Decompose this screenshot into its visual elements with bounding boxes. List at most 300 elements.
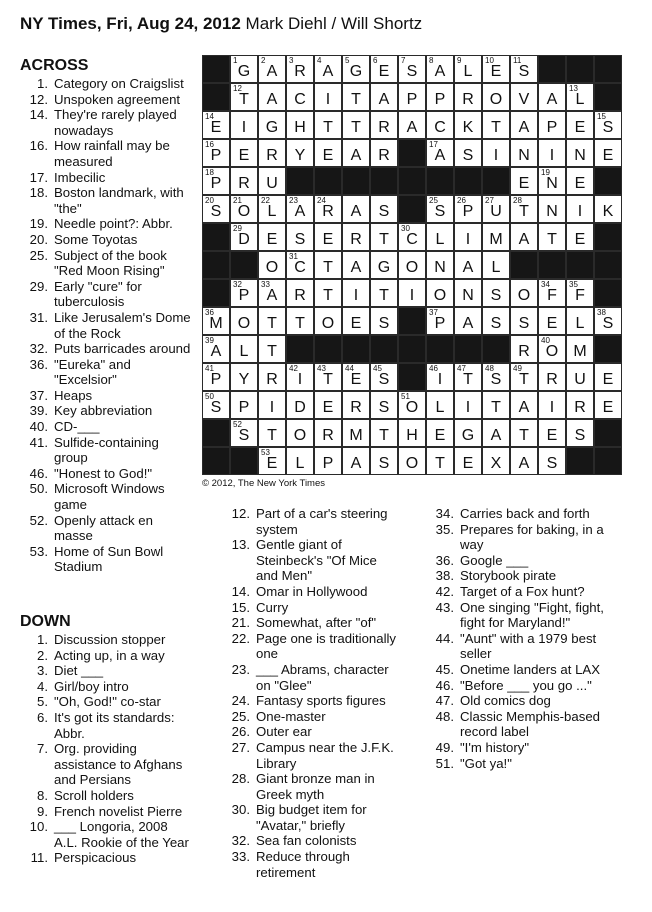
cell-letter: R (322, 427, 334, 444)
clue-item (20, 232, 192, 248)
clue-text: "I'm history" (460, 739, 530, 755)
clue-number: 4. (37, 678, 48, 694)
clue-number: 52. (29, 512, 48, 528)
cell-letter: O (293, 427, 307, 444)
clue-item (222, 724, 402, 740)
cell-letter: S (378, 203, 390, 220)
grid-cell (230, 391, 258, 419)
clue-text: Category on Craigslist (54, 76, 184, 91)
cell-letter: L (575, 315, 585, 332)
clue-text: Big budget item for "Avatar," briefly (256, 802, 367, 833)
clue-item (20, 185, 192, 216)
cell-letter: O (405, 455, 419, 472)
cell-letter: N (546, 203, 558, 220)
clue-number: 39. (29, 403, 48, 419)
clue-text: Omar in Hollywood (256, 583, 368, 599)
cell-letter: E (350, 371, 362, 388)
grid-cell (482, 447, 510, 475)
grid-block-square (594, 83, 622, 111)
clue-text: Onetime landers at LAX (460, 661, 601, 677)
down-clue-list-1 (20, 632, 192, 866)
clue-number: 41. (29, 434, 48, 450)
cell-letter: R (378, 119, 390, 136)
cell-letter: Y (294, 147, 306, 164)
grid-cell (258, 195, 286, 223)
grid-cell (230, 83, 258, 111)
clue-text: Key abbreviation (54, 403, 153, 419)
clue-text: Sea fan colonists (256, 833, 357, 849)
clue-item (20, 804, 192, 820)
grid-cell (454, 111, 482, 139)
cell-letter: I (325, 91, 331, 108)
cell-number: 46 (429, 364, 438, 373)
clue-number: 9. (37, 803, 48, 819)
grid-cell (454, 55, 482, 83)
cell-letter: A (350, 203, 362, 220)
cell-number: 2 (261, 56, 266, 65)
grid-cell (314, 363, 342, 391)
grid-block-square (230, 447, 258, 475)
cell-number: 24 (317, 196, 326, 205)
cell-letter: R (322, 203, 334, 220)
puzzle-header (20, 14, 422, 34)
clue-number: 40. (29, 419, 48, 435)
grid-block-square (594, 279, 622, 307)
cell-letter: E (574, 119, 586, 136)
grid-cell (454, 363, 482, 391)
grid-block-square (482, 167, 510, 195)
cell-letter: E (210, 119, 222, 136)
grid-cell (566, 335, 594, 363)
puzzle-authors: Mark Diehl / Will Shortz (245, 14, 423, 33)
grid-block-square (594, 167, 622, 195)
clue-item (20, 341, 192, 357)
down-heading: DOWN (20, 613, 71, 630)
clue-number: 21. (231, 615, 250, 631)
grid-cell (594, 111, 622, 139)
grid-block-square (230, 251, 258, 279)
cell-letter: I (549, 147, 555, 164)
cell-letter: D (238, 231, 250, 248)
clue-text: Imbecilic (54, 169, 106, 185)
clue-item (426, 678, 606, 694)
cell-letter: T (379, 231, 389, 248)
grid-cell (286, 279, 314, 307)
cell-letter: S (462, 147, 474, 164)
cell-number: 26 (457, 196, 466, 205)
clue-item (20, 741, 192, 788)
grid-cell (258, 167, 286, 195)
clue-text: Sulfide-containing group (54, 434, 159, 466)
clue-item (20, 513, 192, 544)
grid-cell (482, 139, 510, 167)
clue-item (222, 537, 402, 584)
grid-block-square (342, 335, 370, 363)
grid-block-square (202, 279, 230, 307)
grid-cell (482, 307, 510, 335)
grid-cell (286, 391, 314, 419)
clue-text: Part of a car's steering system (256, 506, 388, 537)
grid-block-square (202, 83, 230, 111)
clue-number: 32. (231, 833, 250, 849)
clue-number: 46. (435, 677, 454, 693)
cell-letter: E (574, 175, 586, 192)
clue-text: Carries back and forth (460, 506, 590, 521)
clue-item (222, 802, 402, 833)
grid-block-square (510, 251, 538, 279)
clue-item (222, 662, 402, 693)
clue-item (20, 481, 192, 512)
cell-letter: A (462, 259, 474, 276)
grid-cell (566, 307, 594, 335)
cell-letter: A (266, 287, 278, 304)
clue-text: ___ Abrams, character on "Glee" (256, 661, 389, 693)
cell-letter: A (434, 63, 446, 80)
cell-letter: F (547, 287, 557, 304)
clue-item (222, 849, 402, 880)
cell-letter: I (353, 287, 359, 304)
clue-text: Perspicacious (54, 850, 137, 866)
cell-letter: S (490, 371, 502, 388)
grid-cell (398, 83, 426, 111)
cell-number: 25 (429, 196, 438, 205)
clue-item (222, 693, 402, 709)
grid-block-square (538, 55, 566, 83)
clue-item (426, 631, 606, 662)
cell-letter: S (602, 119, 614, 136)
grid-cell (510, 419, 538, 447)
grid-cell (538, 363, 566, 391)
cell-number: 38 (597, 308, 606, 317)
grid-cell (370, 391, 398, 419)
cell-number: 15 (597, 112, 606, 121)
clue-item (426, 662, 606, 678)
copyright-notice: © 2012, The New York Times (202, 478, 325, 489)
cell-letter: P (434, 91, 446, 108)
clue-number: 23. (231, 661, 250, 677)
clue-number: 13. (231, 537, 250, 553)
clue-number: 14. (29, 107, 48, 123)
grid-cell (342, 195, 370, 223)
cell-letter: A (518, 231, 530, 248)
grid-block-square (594, 223, 622, 251)
clue-text: Needle point?: Abbr. (54, 216, 173, 232)
clue-text: Home of Sun Bowl Stadium (54, 543, 164, 575)
grid-cell (258, 447, 286, 475)
cell-letter: T (295, 315, 305, 332)
grid-cell (482, 111, 510, 139)
clue-item (20, 544, 192, 575)
grid-cell (314, 251, 342, 279)
clue-text: Scroll holders (54, 787, 134, 803)
down-clue-list-3 (426, 506, 606, 771)
clue-number: 19. (29, 216, 48, 232)
cell-letter: L (239, 343, 249, 360)
cell-letter: E (546, 315, 558, 332)
cell-letter: P (210, 147, 222, 164)
clue-item (20, 632, 192, 648)
clue-item (222, 740, 402, 771)
grid-cell (538, 111, 566, 139)
clue-text: "Honest to God!" (54, 465, 153, 481)
grid-cell (258, 139, 286, 167)
grid-cell (482, 195, 510, 223)
clue-number: 53. (29, 543, 48, 559)
clue-text: Giant bronze man in Greek myth (256, 771, 375, 802)
grid-cell (594, 139, 622, 167)
grid-cell (510, 111, 538, 139)
grid-cell (230, 279, 258, 307)
clue-number: 31. (29, 309, 48, 325)
clue-text: Unspoken agreement (54, 91, 181, 107)
cell-letter: R (266, 147, 278, 164)
clue-number: 3. (37, 663, 48, 679)
grid-cell (510, 363, 538, 391)
grid-block-square (286, 167, 314, 195)
clue-text: "Before ___ you go ..." (460, 677, 592, 693)
cell-letter: O (489, 91, 503, 108)
cell-letter: L (463, 63, 473, 80)
clue-text: One-master (256, 708, 326, 724)
cell-letter: M (209, 315, 223, 332)
clue-text: Microsoft Windows game (54, 481, 165, 513)
clue-number: 5. (37, 694, 48, 710)
grid-cell (202, 139, 230, 167)
grid-cell (426, 195, 454, 223)
cell-number: 1 (233, 56, 238, 65)
clue-text: Prepares for baking, in a way (460, 521, 604, 553)
cell-letter: R (546, 371, 558, 388)
cell-letter: A (210, 343, 222, 360)
grid-cell (454, 83, 482, 111)
grid-cell (202, 167, 230, 195)
clue-item (426, 553, 606, 569)
cell-letter: X (490, 455, 502, 472)
grid-cell (370, 55, 398, 83)
cell-letter: T (379, 427, 389, 444)
grid-block-square (594, 251, 622, 279)
grid-cell (426, 111, 454, 139)
clue-number: 33. (231, 849, 250, 865)
grid-cell (538, 223, 566, 251)
cell-letter: E (518, 175, 530, 192)
clue-number: 6. (37, 709, 48, 725)
grid-cell (342, 251, 370, 279)
cell-letter: U (574, 371, 586, 388)
cell-number: 47 (457, 364, 466, 373)
grid-cell (286, 307, 314, 335)
grid-block-square (594, 55, 622, 83)
cell-letter: N (574, 147, 586, 164)
grid-cell (426, 223, 454, 251)
cell-number: 8 (429, 56, 434, 65)
clue-text: Girl/boy intro (54, 678, 129, 694)
grid-cell (286, 195, 314, 223)
cell-letter: A (490, 427, 502, 444)
cell-letter: A (266, 91, 278, 108)
grid-cell (566, 111, 594, 139)
grid-cell (482, 251, 510, 279)
cell-letter: T (379, 287, 389, 304)
grid-cell (538, 447, 566, 475)
grid-cell (314, 391, 342, 419)
grid-cell (286, 55, 314, 83)
cell-letter: L (435, 231, 445, 248)
grid-cell (258, 363, 286, 391)
clue-number: 17. (29, 169, 48, 185)
clue-item (20, 310, 192, 341)
cell-letter: T (351, 91, 361, 108)
grid-cell (426, 363, 454, 391)
cell-letter: I (465, 399, 471, 416)
clue-item (426, 506, 606, 522)
grid-cell (230, 167, 258, 195)
cell-number: 27 (485, 196, 494, 205)
clue-item (222, 615, 402, 631)
grid-cell (314, 223, 342, 251)
grid-cell (398, 251, 426, 279)
cell-letter: T (267, 427, 277, 444)
clue-text: Openly attack en masse (54, 512, 153, 544)
grid-cell (230, 419, 258, 447)
grid-cell (566, 223, 594, 251)
grid-cell (258, 111, 286, 139)
cell-letter: L (575, 91, 585, 108)
cell-letter: T (519, 371, 529, 388)
cell-letter: T (519, 203, 529, 220)
grid-cell (566, 167, 594, 195)
clue-number: 42. (435, 583, 454, 599)
grid-block-square (454, 335, 482, 363)
grid-cell (230, 111, 258, 139)
grid-cell (594, 307, 622, 335)
cell-number: 6 (373, 56, 378, 65)
clue-number: 18. (29, 185, 48, 201)
cell-letter: P (210, 175, 222, 192)
cell-number: 35 (569, 280, 578, 289)
clue-number: 22. (231, 630, 250, 646)
clue-number: 8. (37, 787, 48, 803)
cell-number: 10 (485, 56, 494, 65)
grid-cell (454, 391, 482, 419)
cell-letter: R (266, 371, 278, 388)
clue-number: 38. (435, 568, 454, 584)
cell-letter: L (435, 399, 445, 416)
grid-cell (510, 139, 538, 167)
cell-letter: A (322, 63, 334, 80)
grid-cell (566, 391, 594, 419)
grid-cell (258, 335, 286, 363)
cell-letter: E (574, 231, 586, 248)
cell-number: 23 (289, 196, 298, 205)
clue-number: 15. (231, 599, 250, 615)
cell-letter: T (323, 259, 333, 276)
grid-cell (314, 419, 342, 447)
grid-cell (314, 307, 342, 335)
across-heading: ACROSS (20, 57, 89, 74)
cell-number: 21 (233, 196, 242, 205)
grid-cell (258, 279, 286, 307)
cell-letter: T (491, 399, 501, 416)
clue-text: Org. providing assistance to Afghans and Persians (54, 741, 183, 788)
cell-letter: T (351, 119, 361, 136)
clue-text: Early "cure" for tuberculosis (54, 278, 142, 310)
grid-cell (286, 223, 314, 251)
grid-cell (398, 111, 426, 139)
grid-cell (510, 223, 538, 251)
cell-letter: V (518, 91, 530, 108)
clue-item (426, 709, 606, 740)
cell-letter: C (434, 119, 446, 136)
grid-cell (454, 251, 482, 279)
cell-letter: A (406, 119, 418, 136)
clue-item (20, 279, 192, 310)
cell-letter: R (378, 147, 390, 164)
clue-text: Outer ear (256, 724, 312, 740)
grid-cell (370, 307, 398, 335)
cell-letter: I (577, 203, 583, 220)
clue-text: Gentle giant of Steinbeck's "Of Mice and Men" (256, 537, 377, 584)
clue-item (20, 710, 192, 741)
cell-letter: R (518, 343, 530, 360)
clue-item (20, 419, 192, 435)
grid-cell (314, 111, 342, 139)
grid-cell (398, 447, 426, 475)
cell-letter: A (434, 147, 446, 164)
cell-number: 28 (513, 196, 522, 205)
grid-cell (482, 223, 510, 251)
across-clue-list (20, 76, 192, 575)
clue-item (426, 522, 606, 553)
grid-cell (538, 195, 566, 223)
cell-letter: P (238, 399, 250, 416)
cell-number: 31 (289, 252, 298, 261)
cell-letter: S (238, 427, 250, 444)
grid-cell (426, 139, 454, 167)
cell-letter: P (210, 371, 222, 388)
cell-number: 7 (401, 56, 406, 65)
grid-cell (230, 55, 258, 83)
clue-text: "Got ya!" (460, 755, 512, 771)
grid-cell (398, 55, 426, 83)
cell-letter: E (266, 455, 278, 472)
cell-number: 42 (289, 364, 298, 373)
cell-letter: E (462, 455, 474, 472)
grid-cell (482, 83, 510, 111)
clue-item (426, 740, 606, 756)
clue-number: 46. (29, 465, 48, 481)
clue-item (20, 403, 192, 419)
clue-number: 25. (231, 708, 250, 724)
clue-text: Google ___ (460, 552, 529, 568)
grid-block-square (398, 335, 426, 363)
clue-text: Page one is traditionally one (256, 630, 397, 662)
grid-block-square (594, 419, 622, 447)
grid-cell (538, 419, 566, 447)
grid-cell (370, 279, 398, 307)
grid-block-square (314, 167, 342, 195)
cell-letter: A (350, 455, 362, 472)
grid-cell (454, 279, 482, 307)
grid-cell (538, 335, 566, 363)
cell-letter: O (405, 259, 419, 276)
grid-cell (482, 55, 510, 83)
cell-letter: T (323, 287, 333, 304)
grid-cell (286, 83, 314, 111)
clue-text: French novelist Pierre (54, 803, 183, 819)
cell-letter: I (493, 147, 499, 164)
clue-text: One singing "Fight, fight, fight for Maryland!" (460, 599, 604, 631)
